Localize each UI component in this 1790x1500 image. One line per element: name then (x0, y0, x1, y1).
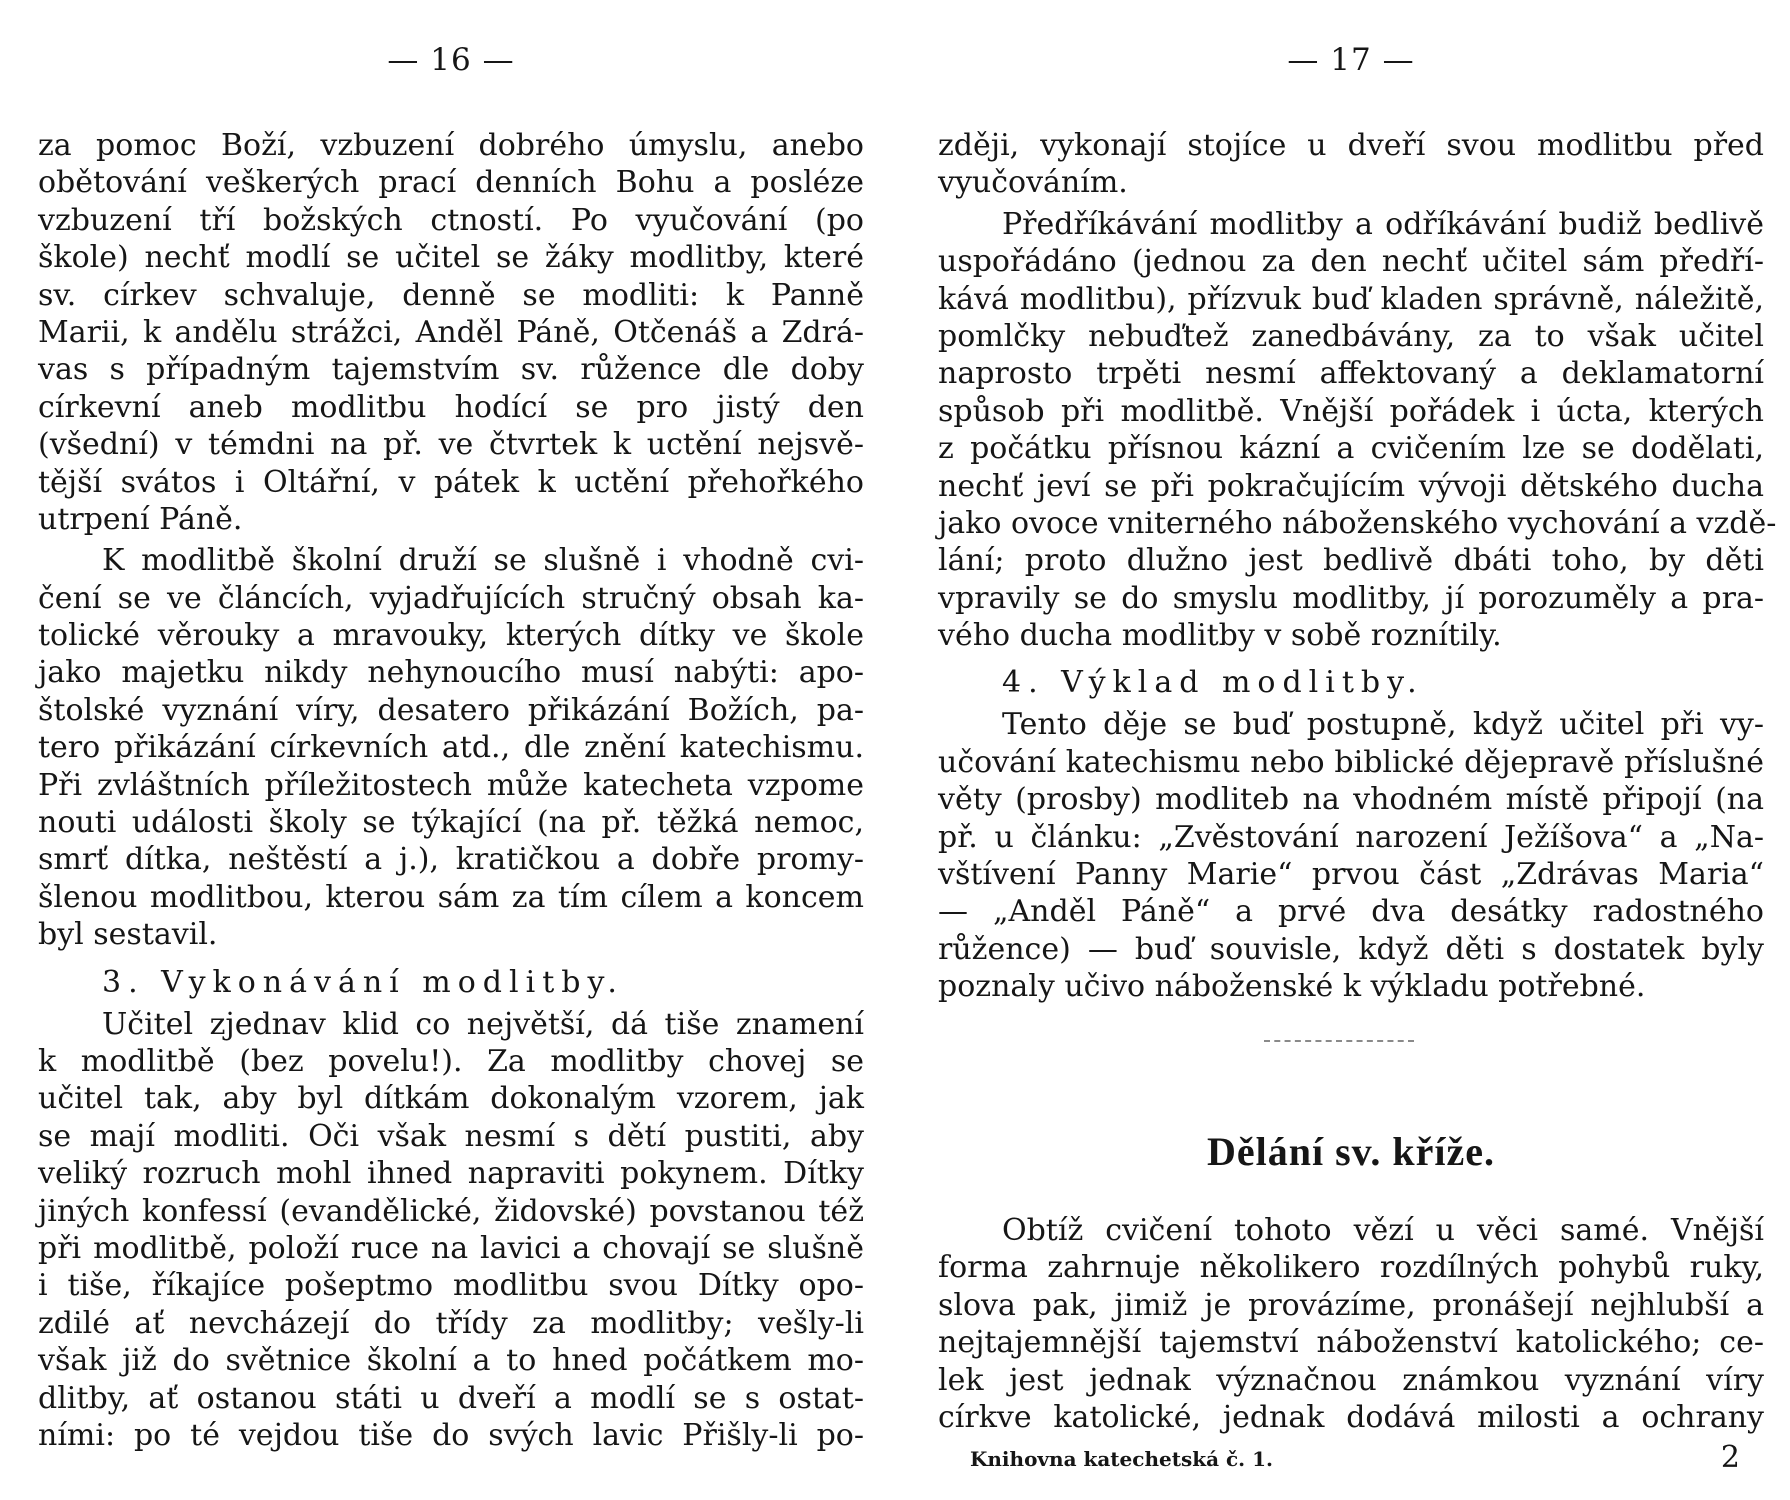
footer-note: Knihovna katechetská č. 1. (970, 1447, 1273, 1471)
text-line: však již do světnice školní a to hned počátkem mo- (38, 1343, 864, 1379)
text-line: učování katechismu nebo biblické dějepravě příslušné (938, 744, 1764, 780)
text-line: spůsob při modlitbě. Vnější pořádek i úcta, kterých (938, 393, 1764, 429)
text-line: Učitel zjednav klid co největší, dá tiše znamení (102, 1006, 864, 1042)
section-heading: 3. Vykonávání modlitby. (102, 964, 624, 1000)
left-page-text (38, 127, 864, 1454)
left-page (38, 0, 864, 1500)
text-line: naprosto trpěti nesmí affektovaný a deklamatorní (938, 356, 1764, 392)
text-line: zději, vykonají stojíce u dveří svou modlitbu před (938, 128, 1764, 163)
section-divider (1264, 1040, 1414, 1042)
section-heading: 4. Výklad modlitby. (1002, 665, 1424, 701)
text-line: vého ducha modlitby v sobě roznítily. (938, 618, 1502, 654)
text-line: škole) nechť modlí se učitel se žáky modlitby, které (38, 240, 864, 276)
text-line: šlenou modlitbou, kterou sám za tím cílem a koncem (38, 879, 864, 915)
text-line: za pomoc Boží, vzbuzení dobrého úmyslu, anebo (38, 128, 864, 163)
text-line: při modlitbě, položí ruce na lavici a chovají se slušně (38, 1230, 864, 1266)
text-line: i tiše, říkajíce pošeptmo modlitbu svou Dítky opo- (38, 1268, 864, 1304)
text-line: nouti události školy se týkající (na př. těžká nemoc, (38, 805, 864, 841)
right-page-text (938, 127, 1777, 1006)
text-line: se mají modliti. Oči však nesmí s dětí pustiti, aby (38, 1118, 864, 1154)
text-line: tero přikázání církevních atd., dle znění katechismu. (38, 730, 864, 766)
page-number-right: — 17 — (1287, 42, 1415, 78)
text-line: veliký rozruch mohl ihned napraviti pokynem. Dítky (38, 1156, 864, 1192)
text-line: forma zahrnuje několikero rozdílných pohybů ruky, (938, 1250, 1764, 1286)
right-page (938, 0, 1777, 1500)
text-line: vas s případným tajemstvím sv. růžence dle doby (38, 352, 864, 388)
text-line: vštívení Panny Marie“ prvou část „Zdrávas Maria“ (938, 857, 1764, 893)
text-line: dlitby, ať ostanou státi u dveří a modlí se s ostat- (38, 1380, 864, 1416)
text-line: z počátku přísnou kázní a cvičením lze se dodělati, (938, 431, 1764, 467)
text-line: vpravily se do smyslu modlitby, jí porozuměly a pra- (938, 580, 1764, 616)
text-line: uspořádáno (jednou za den nechť učitel sám předří- (938, 244, 1764, 280)
text-line: církevní aneb modlitbu hodící se pro jistý den (38, 389, 864, 425)
text-line: vzbuzení tří božských ctností. Po vyučování (po (38, 202, 864, 238)
text-line: čení se ve článcích, vyjadřujících stručný obsah ka- (38, 580, 864, 616)
text-line: lek jest jednak význačnou známkou vyznání víry (938, 1362, 1764, 1398)
text-line: sv. církev schvaluje, denně se modliti: k Panně (38, 277, 864, 313)
text-line: k modlitbě (bez povelu!). Za modlitby chovej se (38, 1043, 864, 1079)
text-line: věty (prosby) modliteb na vhodném místě připojí (na (938, 782, 1764, 818)
text-line: lání; proto dlužno jest bedlivě dbáti toho, by děti (938, 543, 1764, 579)
text-line: kává modlitbu), přízvuk buď kladen správně, náležitě, (938, 281, 1764, 317)
signature-mark: 2 (1720, 1440, 1740, 1475)
text-line: učitel tak, aby byl dítkám dokonalým vzorem, jak (38, 1081, 864, 1117)
text-line: smrť dítka, neštěstí a j.), kratičkou a dobře promy- (38, 842, 864, 878)
text-line: zdilé ať nevcházejí do třídy za modlitby; vešly-li (38, 1305, 864, 1341)
text-line: jiných konfessí (evandělické, židovské) povstanou též (38, 1193, 864, 1229)
text-line: byl sestavil. (38, 917, 218, 953)
text-line: utrpení Páně. (38, 501, 243, 537)
text-line: vyučováním. (938, 165, 1128, 201)
text-line: Při zvláštních příležitostech může katecheta vzpome (38, 767, 864, 803)
text-line: Marii, k andělu strážci, Anděl Páně, Otčenáš a Zdrá- (38, 314, 864, 350)
text-line: slova pak, jimiž je provázíme, pronášejí nejhlubší a (938, 1287, 1764, 1323)
text-line: ními: po té vejdou tiše do svých lavic Přišly-li po- (38, 1417, 864, 1453)
chapter-title: Dělání sv. kříže. (1206, 1129, 1496, 1174)
text-line: jako ovoce vniterného náboženského vychování a vzdě- (938, 505, 1777, 541)
text-line: jako majetku nikdy nehynoucího musí nabýti: apo- (38, 655, 864, 691)
text-line: př. u článku: „Zvěstování narození Ježíšova“ a „Na- (938, 819, 1764, 855)
text-line: nechť jeví se při pokračujícím vývoji dětského ducha (938, 468, 1764, 504)
text-line: pomlčky nebuďtež zanedbávány, za to však učitel (938, 318, 1764, 354)
text-line: Předříkávání modlitby a odříkávání budiž bedlivě (1002, 206, 1764, 242)
text-line: církve katolické, jednak dodává milosti a ochrany (938, 1399, 1764, 1435)
text-line: poznaly učivo náboženské k výkladu potřebné. (938, 969, 1646, 1005)
chapter-text (938, 1212, 1764, 1436)
text-line: K modlitbě školní druží se slušně i vhodně cvi- (102, 543, 864, 579)
text-line: Tento děje se buď postupně, když učitel při vy- (1002, 707, 1764, 743)
text-line: (všední) v témdni na př. ve čtvrtek k uctění nejsvě- (38, 427, 864, 463)
text-line: štolské vyznání víry, desatero přikázání Božích, pa- (38, 692, 864, 728)
text-line: růžence) — buď souvisle, když děti s dostatek byly (938, 931, 1764, 967)
text-line: Obtíž cvičení tohoto vězí u věci samé. Vnější (1002, 1213, 1764, 1248)
page-number-left: — 16 — (387, 42, 515, 78)
text-line: — „Anděl Páně“ a prvé dva desátky radostného (938, 894, 1764, 930)
text-line: nejtajemnější tajemství náboženství katolického; ce- (938, 1325, 1764, 1361)
text-line: obětování veškerých prací denních Bohu a posléze (38, 165, 864, 201)
text-line: tolické věrouky a mravouky, kterých dítky ve škole (38, 618, 864, 654)
text-line: tější svátos i Oltářní, v pátek k uctění přehořkého (38, 464, 864, 500)
